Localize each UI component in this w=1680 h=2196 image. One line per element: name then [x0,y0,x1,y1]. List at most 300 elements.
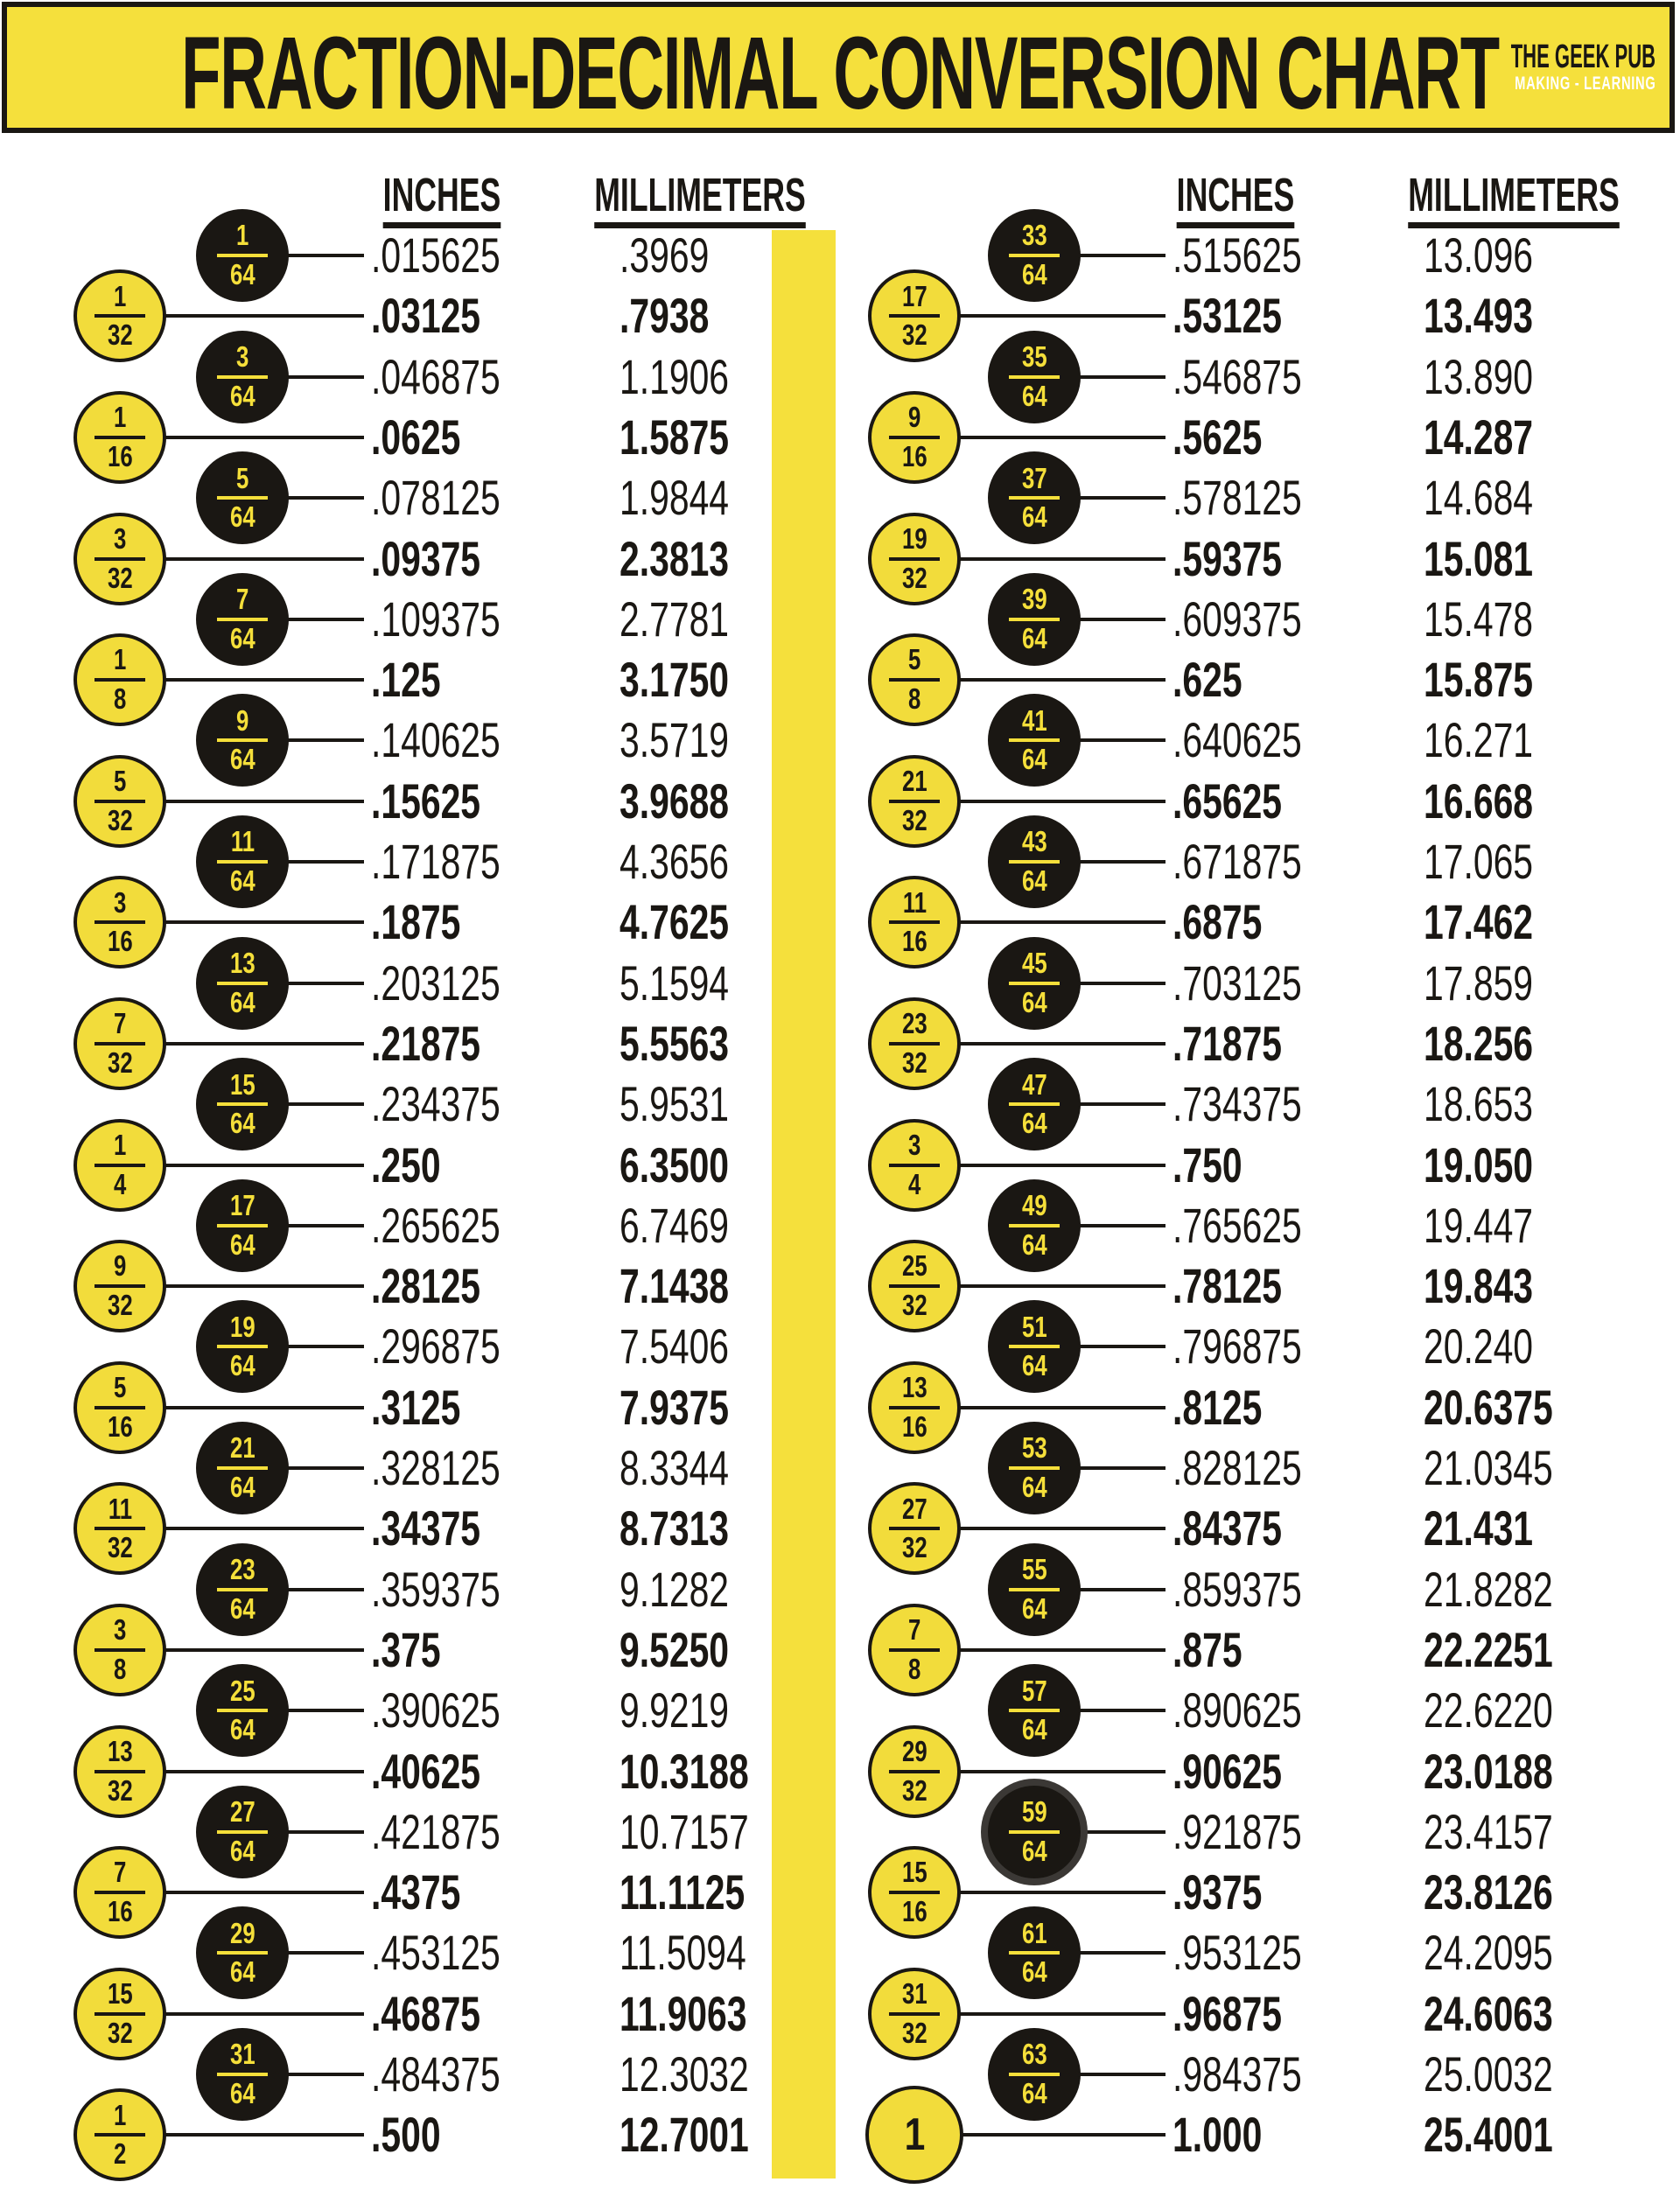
fraction-bar [94,1648,145,1652]
fraction-bar [217,496,268,500]
mm-value: 23.0188 [1424,1743,1553,1799]
fraction-denominator: 32 [901,1046,928,1079]
fraction-circle [196,2028,289,2121]
inches-value: .96875 [1172,1985,1283,2041]
mm-value: 4.3656 [620,834,730,889]
inches-value: .859375 [1172,1561,1302,1617]
mm-value: .7938 [620,288,710,344]
inches-value: .171875 [371,834,500,889]
fraction-numerator: 31 [229,2038,256,2071]
fraction-bar [217,375,268,379]
fraction-circle [868,1361,961,1454]
fraction-numerator: 61 [1021,1916,1047,1949]
fraction-bar [1009,375,1060,379]
fraction-numerator: 7 [113,1856,127,1889]
inches-value: .328125 [371,1440,500,1495]
fraction-numerator: 49 [1021,1189,1047,1222]
fraction-numerator: 15 [229,1067,256,1101]
fraction-circle [196,1422,289,1514]
fraction-numerator: 13 [901,1371,928,1404]
mm-value: 12.3032 [620,2046,749,2102]
column-header-millimeters-left: MILLIMETERS [594,171,806,228]
fraction-numerator: 1 [113,401,127,434]
inches-value: .390625 [371,1682,500,1738]
fraction-denominator: 64 [1021,1107,1047,1140]
fraction-circle [865,2086,963,2184]
fraction-numerator: 35 [1021,339,1047,373]
mm-value: 20.6375 [1424,1379,1553,1435]
mm-value: 21.0345 [1424,1440,1553,1495]
mm-value: 10.3188 [620,1743,749,1799]
mm-value: 1.9844 [620,470,730,526]
fraction-bar [1009,2073,1060,2076]
fraction-circle [74,1482,166,1575]
fraction-circle [196,815,289,908]
fraction-numerator: 9 [235,703,249,737]
fraction-denominator: 64 [1021,985,1047,1018]
fraction-circle [868,876,961,969]
fraction-circle [988,1422,1081,1514]
fraction-bar [217,618,268,621]
fraction-circle [74,269,166,362]
fraction-circle [74,876,166,969]
fraction-numerator: 19 [901,521,928,555]
mm-value: 12.7001 [620,2107,749,2163]
fraction-denominator: 64 [1021,1349,1047,1382]
fraction-denominator: 64 [229,1349,256,1382]
inches-value: .296875 [371,1318,500,1374]
fraction-bar [94,1042,145,1046]
mm-value: 8.3344 [620,1440,730,1495]
mm-value: 7.5406 [620,1318,730,1374]
fraction-circle [868,755,961,848]
fraction-bar [1009,1224,1060,1227]
fraction-bar [889,2012,940,2016]
column-header-millimeters-right: MILLIMETERS [1408,171,1620,228]
inches-value: .4375 [371,1864,461,1920]
fraction-whole: 1 [904,2109,925,2161]
fraction-circle [868,269,961,362]
mm-value: 16.668 [1424,773,1534,829]
fraction-circle [988,451,1081,544]
mm-value: 2.3813 [620,530,730,586]
fraction-circle [74,1240,166,1332]
fraction-denominator: 64 [1021,864,1047,897]
fraction-numerator: 13 [229,946,256,979]
mm-value: 9.1282 [620,1561,730,1617]
mm-value: 17.065 [1424,834,1534,889]
fraction-circle [988,331,1081,423]
mm-value: 15.081 [1424,530,1534,586]
fraction-circle [196,209,289,302]
fraction-denominator: 16 [901,1409,928,1443]
fraction-circle [74,633,166,726]
inches-value: .609375 [1172,591,1302,647]
fraction-numerator: 47 [1021,1067,1047,1101]
fraction-circle [196,937,289,1030]
inches-value: .5625 [1172,409,1263,465]
fraction-denominator: 64 [229,1591,256,1625]
page-title: FRACTION-DECIMAL CONVERSION CHART [181,16,1499,131]
fraction-denominator: 64 [229,1107,256,1140]
fraction-denominator: 16 [107,925,133,958]
fraction-denominator: 32 [901,2016,928,2049]
fraction-bar [217,1102,268,1106]
inches-value: .078125 [371,470,500,526]
fraction-bar [889,1406,940,1409]
inches-value: .15625 [371,773,481,829]
fraction-bar [217,1830,268,1834]
mm-value: 6.7469 [620,1197,730,1253]
fraction-numerator: 13 [107,1734,133,1767]
fraction-circle [868,513,961,605]
fraction-circle [988,2028,1081,2121]
fraction-numerator: 25 [229,1674,256,1707]
inches-value: .703125 [1172,955,1302,1011]
fraction-circle [868,1968,961,2060]
mm-value: 15.478 [1424,591,1534,647]
fraction-denominator: 64 [229,1713,256,1746]
fraction-bar [1009,1588,1060,1591]
fraction-denominator: 64 [229,2077,256,2109]
fraction-numerator: 1 [113,1128,127,1161]
fraction-denominator: 64 [1021,258,1047,290]
fraction-bar [1009,860,1060,864]
inches-value: .59375 [1172,530,1283,586]
fraction-denominator: 8 [907,682,921,716]
fraction-denominator: 16 [901,925,928,958]
fraction-circle [196,331,289,423]
fraction-bar [217,1951,268,1955]
fraction-numerator: 15 [901,1856,928,1889]
inches-value: .78125 [1172,1258,1283,1314]
inches-value: .046875 [371,348,500,404]
fraction-bar [1009,1709,1060,1712]
inches-value: .984375 [1172,2046,1302,2102]
fraction-bar [889,557,940,561]
fraction-bar [94,1891,145,1894]
mm-value: 13.890 [1424,348,1534,404]
fraction-denominator: 64 [229,379,256,412]
fraction-numerator: 23 [229,1552,256,1585]
inches-value: .453125 [371,1925,500,1981]
inches-value: .640625 [1172,712,1302,768]
fraction-bar [1009,254,1060,257]
header-bar [2,2,1675,133]
fraction-circle [868,1725,961,1818]
fraction-bar [94,1164,145,1167]
fraction-denominator: 64 [229,864,256,897]
fraction-numerator: 3 [235,339,249,373]
logo-title: THE GEEK PUB [1510,38,1656,75]
inches-value: .015625 [371,227,500,283]
geek-pub-logo [1406,40,1656,94]
fraction-numerator: 21 [229,1431,256,1465]
fraction-bar [94,1284,145,1288]
fraction-bar [217,1345,268,1348]
fraction-bar [94,920,145,924]
fraction-bar [1009,1345,1060,1348]
fraction-numerator: 37 [1021,461,1047,494]
fraction-denominator: 64 [229,985,256,1018]
inches-value: .84375 [1172,1500,1283,1556]
fraction-numerator: 1 [113,2098,127,2131]
inches-value: .265625 [371,1197,500,1253]
mm-value: 11.9063 [620,1985,747,2041]
fraction-bar [94,1406,145,1409]
fraction-circle [988,1300,1081,1393]
mm-value: 5.9531 [620,1076,730,1132]
fraction-denominator: 32 [107,561,133,594]
fraction-bar [1009,1951,1060,1955]
mm-value: 6.3500 [620,1136,730,1192]
fraction-bar [889,1770,940,1773]
inches-value: .3125 [371,1379,461,1435]
inches-value: .750 [1172,1136,1242,1192]
fraction-circle [988,209,1081,302]
fraction-denominator: 32 [107,1773,133,1807]
mm-value: 7.1438 [620,1258,730,1314]
fraction-circle [74,1604,166,1696]
mm-value: 1.1906 [620,348,730,404]
fraction-numerator: 19 [229,1310,256,1343]
inches-value: .90625 [1172,1743,1283,1799]
mm-value: 18.256 [1424,1015,1534,1071]
fraction-denominator: 16 [107,1895,133,1928]
inches-value: .53125 [1172,288,1283,344]
fraction-circle [74,1846,166,1939]
inches-value: .734375 [1172,1076,1302,1132]
fraction-denominator: 32 [107,1046,133,1079]
mm-value: 22.6220 [1424,1682,1553,1738]
mm-value: 1.5875 [620,409,730,465]
fraction-numerator: 11 [108,1492,132,1525]
mm-value: 19.447 [1424,1197,1534,1253]
fraction-denominator: 64 [229,743,256,776]
inches-value: .921875 [1172,1803,1302,1859]
fraction-circle [74,1725,166,1818]
fraction-numerator: 15 [107,1977,133,2011]
fraction-denominator: 64 [1021,379,1047,412]
mm-value: 11.1125 [620,1864,746,1920]
fraction-bar [889,1164,940,1167]
fraction-numerator: 3 [113,1613,127,1647]
fraction-bar [889,1648,940,1652]
fraction-bar [889,678,940,682]
fraction-numerator: 55 [1021,1552,1047,1585]
mm-value: .3969 [620,227,710,283]
inches-value: 1.000 [1172,2107,1263,2163]
fraction-bar [217,1224,268,1227]
fraction-denominator: 64 [229,1955,256,1989]
mm-value: 5.1594 [620,955,730,1011]
fraction-denominator: 32 [901,1289,928,1322]
fraction-bar [94,1527,145,1530]
fraction-denominator: 8 [113,682,127,716]
fraction-numerator: 11 [902,885,927,919]
fraction-numerator: 23 [901,1007,928,1040]
fraction-circle [74,513,166,605]
fraction-numerator: 3 [907,1128,921,1161]
fraction-denominator: 32 [107,1289,133,1322]
inches-value: .421875 [371,1803,500,1859]
inches-value: .0625 [371,409,461,465]
mm-value: 21.8282 [1424,1561,1553,1617]
center-divider-bar [772,230,836,2179]
inches-value: .875 [1172,1621,1242,1677]
inches-value: .515625 [1172,227,1302,283]
mm-value: 14.287 [1424,409,1534,465]
fraction-numerator: 11 [230,825,255,858]
inches-value: .21875 [371,1015,481,1071]
mm-value: 17.462 [1424,894,1534,950]
inches-value: .250 [371,1136,441,1192]
mm-value: 9.5250 [620,1621,730,1677]
inches-value: .46875 [371,1985,481,2041]
mm-value: 15.875 [1424,652,1534,708]
fraction-numerator: 7 [113,1007,127,1040]
inches-value: .953125 [1172,1925,1302,1981]
fraction-circle [74,997,166,1090]
fraction-numerator: 63 [1021,2038,1047,2071]
mm-value: 4.7625 [620,894,730,950]
fraction-bar [889,1527,940,1530]
inches-value: .1875 [371,894,461,950]
mm-value: 16.271 [1424,712,1534,768]
mm-value: 2.7781 [620,591,730,647]
inches-value: .34375 [371,1500,481,1556]
mm-value: 8.7313 [620,1500,730,1556]
fraction-denominator: 64 [229,1834,256,1867]
fraction-circle [196,1786,289,1878]
fraction-circle [868,1240,961,1332]
inches-value: .765625 [1172,1197,1302,1253]
mm-value: 3.5719 [620,712,730,768]
fraction-circle [196,451,289,544]
mm-value: 18.653 [1424,1076,1534,1132]
fraction-denominator: 32 [107,803,133,836]
fraction-circle [868,1846,961,1939]
mm-value: 10.7157 [620,1803,749,1859]
fraction-circle [196,1664,289,1757]
fraction-numerator: 5 [113,765,127,798]
mm-value: 23.8126 [1424,1864,1553,1920]
mm-value: 9.9219 [620,1682,730,1738]
fraction-bar [889,436,940,439]
inches-value: .890625 [1172,1682,1302,1738]
fraction-denominator: 64 [229,621,256,654]
fraction-numerator: 5 [113,1371,127,1404]
fraction-bar [889,800,940,803]
fraction-denominator: 64 [1021,1227,1047,1261]
fraction-bar [217,2073,268,2076]
fraction-bar [1009,1466,1060,1470]
fraction-circle [74,755,166,848]
fraction-numerator: 41 [1021,703,1047,737]
mm-value: 22.2251 [1424,1621,1553,1677]
inches-value: .109375 [371,591,500,647]
inches-value: .484375 [371,2046,500,2102]
fraction-numerator: 9 [113,1249,127,1283]
fraction-numerator: 5 [907,643,921,676]
fraction-bar [94,436,145,439]
fraction-circle [196,1543,289,1636]
inches-value: .71875 [1172,1015,1283,1071]
inches-value: .546875 [1172,348,1302,404]
fraction-numerator: 21 [901,765,928,798]
fraction-circle [988,937,1081,1030]
mm-value: 14.684 [1424,470,1534,526]
fraction-circle [868,633,961,726]
fraction-denominator: 16 [901,439,928,472]
mm-value: 23.4157 [1424,1803,1553,1859]
fraction-numerator: 7 [235,583,249,616]
inches-value: .40625 [371,1743,481,1799]
mm-value: 5.5563 [620,1015,730,1071]
fraction-bar [94,800,145,803]
inches-value: .28125 [371,1258,481,1314]
mm-value: 24.6063 [1424,1985,1553,2041]
inches-value: .6875 [1172,894,1263,950]
fraction-circle [74,1968,166,2060]
mm-value: 3.1750 [620,652,730,708]
fraction-numerator: 43 [1021,825,1047,858]
fraction-circle [988,573,1081,666]
fraction-bar [94,2133,145,2137]
mm-value: 21.431 [1424,1500,1534,1556]
fraction-bar [1009,496,1060,500]
fraction-bar [94,557,145,561]
fraction-numerator: 45 [1021,946,1047,979]
inches-value: .8125 [1172,1379,1263,1435]
fraction-denominator: 8 [113,1652,127,1685]
mm-value: 13.493 [1424,288,1534,344]
inches-value: .500 [371,2107,441,2163]
fraction-numerator: 27 [229,1795,256,1829]
fraction-bar [1009,738,1060,742]
fraction-bar [94,314,145,318]
fraction-bar [217,1588,268,1591]
inches-value: .359375 [371,1561,500,1617]
logo-subtitle: MAKING - LEARNING [1514,73,1656,94]
mm-value: 25.0032 [1424,2046,1553,2102]
fraction-denominator: 32 [901,803,928,836]
inches-value: .625 [1172,652,1242,708]
fraction-bar [94,2012,145,2016]
fraction-circle [74,2088,166,2181]
fraction-denominator: 32 [901,318,928,352]
fraction-numerator: 53 [1021,1431,1047,1465]
fraction-numerator: 3 [113,885,127,919]
fraction-denominator: 64 [1021,1713,1047,1746]
fraction-numerator: 51 [1021,1310,1047,1343]
fraction-bar [217,1466,268,1470]
fraction-numerator: 3 [113,521,127,555]
fraction-bar [889,314,940,318]
fraction-denominator: 64 [229,1471,256,1503]
fraction-denominator: 32 [901,561,928,594]
inches-value: .234375 [371,1076,500,1132]
inches-value: .375 [371,1621,441,1677]
column-header-inches-right: INCHES [1177,171,1295,228]
fraction-circle [988,1786,1081,1878]
mm-value: 19.050 [1424,1136,1534,1192]
fraction-bar [217,254,268,257]
fraction-numerator: 59 [1021,1795,1047,1829]
fraction-numerator: 1 [113,643,127,676]
fraction-circle [988,1906,1081,1999]
fraction-numerator: 7 [907,1613,921,1647]
